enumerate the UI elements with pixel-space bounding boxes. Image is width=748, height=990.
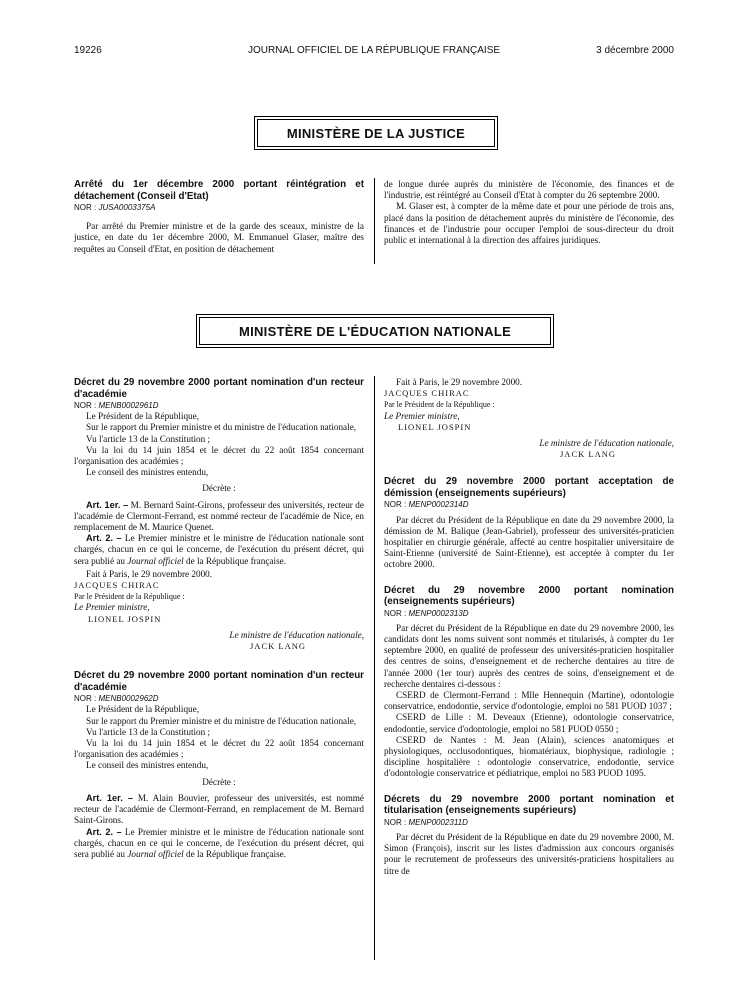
decree1-par-president: Par le Président de la République : [74, 592, 185, 602]
justice-text-right-1: de longue durée auprès du ministère de l'économie, des finances et de l'industrie, est réintégré au Conseil d'Etat à compter du 26 septembre 2000. [384, 179, 674, 201]
decree4-nor: NOR : MENP0002313D [384, 608, 469, 618]
decree2-title: Décret du 29 novembre 2000 portant nomination d'un recteur d'académie [74, 670, 364, 693]
decree2-premier-ministre: Le Premier ministre, [384, 410, 460, 421]
justice-left-column [74, 179, 364, 255]
decree4-text: Par décret du Président de la République en date du 29 novembre 2000, les candidats dont les noms suivent sont nommés et titularisés, à compter du 1er septembre 2000, en qualité de professeur des universités-praticien hospitalier des centres de soins, d'enseignement et de recherche dentaires au titre de l'année 2000 (1er tour) auprès des centres de soins, d'enseignement et de recherche dentaires ci-dessous : [384, 622, 674, 689]
decree2-par-president: Par le Président de la République : [384, 400, 495, 410]
decree1-title: Décret du 29 novembre 2000 portant nomination d'un recteur d'académie [74, 377, 364, 400]
decree1-art2: Art. 2. – Le Premier ministre et le ministre de l'éducation nationale sont chargés, chacun en ce qui le concerne, de l'exécution du présent décret, qui sera publié au Journal officiel de la République française. [74, 533, 365, 566]
decree1-ministre-edu: Le ministre de l'éducation nationale, [229, 629, 364, 640]
decree2-art2: Art. 2. – Le Premier ministre et le ministre de l'éducation nationale sont chargés, chacun en ce qui le concerne, de l'exécution du présent décret, qui sera publié au Journal officiel de la République française. [74, 826, 365, 859]
decree2-sig-edu: JACK LANG [560, 449, 616, 460]
ministry-title-justice: MINISTÈRE DE LA JUSTICE [257, 119, 495, 147]
decree1-art1: Art. 1er. – M. Bernard Saint-Girons, professeur des universités, recteur de l'académie de Clermont-Ferrand, est nommé recteur de l'académie de Nice, en remplacement de M. Maurice Quenet. [74, 499, 364, 533]
column-divider [374, 376, 375, 960]
ministry-title-education: MINISTÈRE DE L'ÉDUCATION NATIONALE [199, 317, 551, 345]
ministry-box-education [196, 314, 554, 348]
issue-date: 3 décembre 2000 [596, 45, 674, 56]
decree2-sig-pm: LIONEL JOSPIN [398, 421, 472, 432]
decree3-text: Par décret du Président de la République en date du 29 novembre 2000, la démission de M. Balique (Jean-Gabriel), professeur des universités-praticien hospitalier en chirurgie générale, affecté au centre hospitalier universitaire de Saint-Etienne (université de Saint-Etienne), est acceptée à compter du 1er octobre 2000. [384, 514, 674, 570]
education-right-column [384, 377, 674, 877]
decree1-premier-ministre: Le Premier ministre, [74, 602, 150, 613]
decree5-title: Décrets du 29 novembre 2000 portant nomination et titularisation (enseignements supérieurs) [384, 793, 674, 817]
decree1-sig-edu: JACK LANG [250, 641, 306, 652]
justice-nor: NOR : JUSA0003375A [74, 203, 156, 212]
decree2-visa: Le conseil des ministres entendu, [86, 760, 209, 771]
page-header [74, 45, 674, 59]
decree4-centre: CSERD de Lille : M. Deveaux (Etienne), odontologie conservatrice, endodontie, service d'odontologie, emploi no 581 PUOD 0550 ; [384, 712, 674, 734]
decree5-nor: NOR : MENP0002311D [384, 817, 468, 827]
page-number: 19226 [74, 45, 102, 56]
decree4-centre: CSERD de Nantes : M. Jean (Alain), sciences anatomiques et physiologiques, occlusodontiques, biomatériaux, biophysique, radiologie ; discipline hospitalière : odontologie conservatrice, endodontie, service d'odontologie conservatrice et pédiatrique, emploi no 583 PUOD 1095. [384, 734, 674, 779]
decree1-visa: Vu l'article 13 de la Constitution ; [86, 433, 211, 444]
decree5-text: Par décret du Président de la République en date du 29 novembre 2000, M. Simon (François), inscrit sur les listes d'admission aux concours organisés pour le recrutement de professeurs des universités-praticiens hospitaliers au titre de [384, 831, 674, 876]
justice-right-column [384, 179, 674, 246]
decree1-decrete: Décrète : [202, 483, 236, 494]
decree2-fait: Fait à Paris, le 29 novembre 2000. [396, 377, 523, 387]
decree3-title: Décret du 29 novembre 2000 portant acceptation de démission (enseignements supérieurs) [384, 476, 674, 499]
decree2-visa: Vu l'article 13 de la Constitution ; [86, 726, 211, 737]
justice-text-left: Par arrêté du Premier ministre et de la garde des sceaux, ministre de la justice, en date du 1er décembre 2000, M. Emmanuel Glaser, maître des requêtes au Conseil d'Etat, en position de détachement [74, 221, 364, 254]
journal-title: JOURNAL OFFICIEL DE LA RÉPUBLIQUE FRANÇAISE [247, 45, 501, 56]
justice-decree-title: Arrêté du 1er décembre 2000 portant réintégration et détachement (Conseil d'Etat) [74, 179, 364, 202]
decree2-visa: Le Président de la République, [86, 704, 200, 715]
decree1-sig-pm: LIONEL JOSPIN [88, 613, 162, 624]
decree2-visa: Sur le rapport du Premier ministre et du ministre de l'éducation nationale, [86, 715, 357, 726]
decree2-nor: NOR : MENB0002962D [74, 694, 159, 704]
decree1-visa: Vu la loi du 14 juin 1854 et le décret du 22 août 1854 concernant l'organisation des académies ; [74, 444, 364, 467]
justice-text-right-2: M. Glaser est, à compter de la même date et pour une période de trois ans, placé dans la position de détachement auprès du ministère de l'économie, des finances et de l'industrie pour occuper l'emploi de sous-directeur du droit public et international à la direction des affaires juridiques. [384, 201, 674, 246]
decree2-decrete: Décrète : [202, 776, 236, 787]
decree1-nor: NOR : MENB0002961D [74, 401, 159, 410]
decree4-centre: CSERD de Clermont-Ferrand : Mlle Hennequin (Martine), odontologie conservatrice, endodontie, service d'odontologie, emploi no 581 PUOD 1037 ; [384, 690, 674, 712]
decree3-nor: NOR : MENP0002314D [384, 500, 469, 510]
decree2-visa: Vu la loi du 14 juin 1854 et le décret du 22 août 1854 concernant l'organisation des académies ; [74, 738, 364, 760]
ministry-box-justice [254, 116, 498, 150]
decree1-visa: Sur le rapport du Premier ministre et du ministre de l'éducation nationale, [86, 422, 357, 433]
decree2-ministre-edu: Le ministre de l'éducation nationale, [539, 438, 674, 449]
education-left-column [74, 377, 364, 860]
column-divider [374, 178, 375, 264]
decree1-visa: Le Président de la République, [86, 411, 200, 422]
decree1-visa: Le conseil des ministres entendu, [86, 467, 209, 478]
decree2-sig-president: JACQUES CHIRAC [384, 388, 470, 399]
decree1-sig-president: JACQUES CHIRAC [74, 580, 160, 591]
decree4-title: Décret du 29 novembre 2000 portant nomination (enseignements supérieurs) [384, 584, 674, 608]
decree2-art1: Art. 1er. – M. Alain Bouvier, professeur des universités, est nommé recteur de l'académie de Clermont-Ferrand, en remplacement de M. Bernard Saint-Girons. [74, 792, 364, 826]
decree1-fait: Fait à Paris, le 29 novembre 2000. [86, 568, 213, 579]
